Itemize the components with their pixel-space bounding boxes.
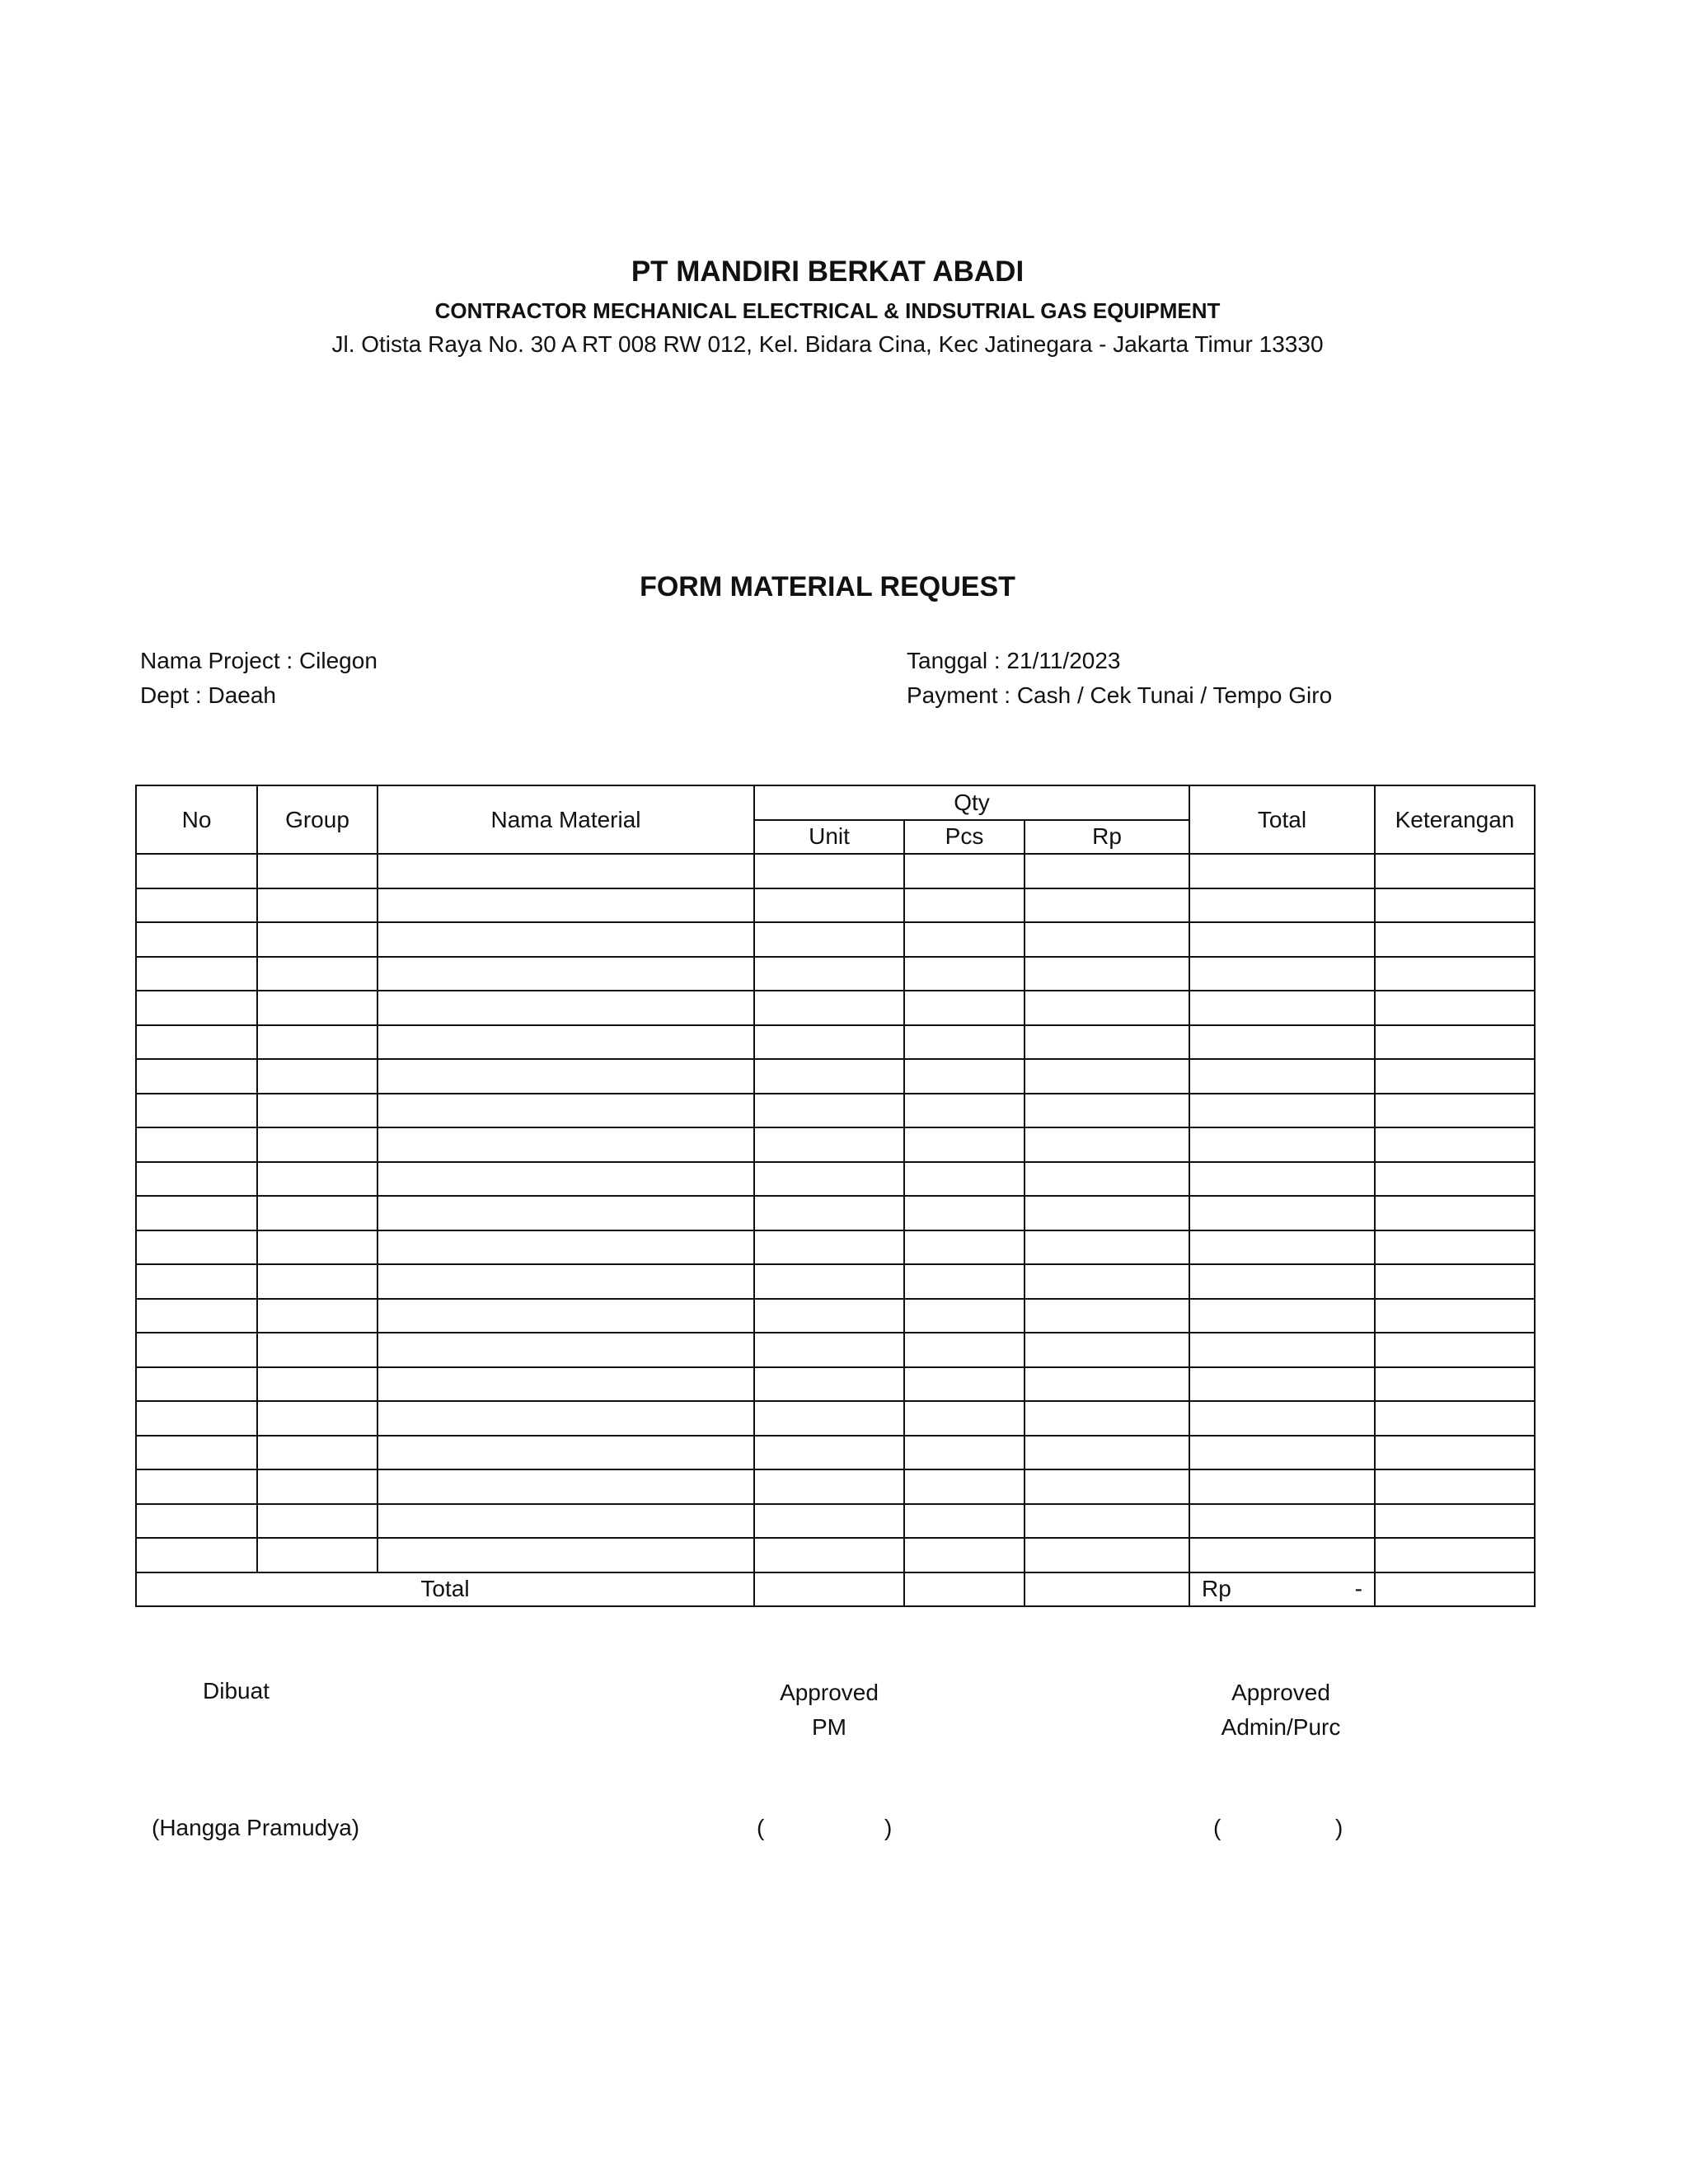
pcs-cell[interactable] xyxy=(904,1436,1025,1470)
group-cell[interactable] xyxy=(257,1264,377,1299)
group-cell[interactable] xyxy=(257,888,377,923)
rp-cell[interactable] xyxy=(1025,1504,1189,1539)
grand-total-amount: - xyxy=(1354,1576,1362,1602)
keterangan-cell[interactable] xyxy=(1375,1025,1535,1060)
no-cell[interactable] xyxy=(136,1025,257,1060)
table-row xyxy=(136,1196,1535,1230)
group-cell[interactable] xyxy=(257,1436,377,1470)
no-cell[interactable] xyxy=(136,1162,257,1197)
pm-approved-label: Approved xyxy=(780,1680,879,1705)
total-cell[interactable] xyxy=(1189,1469,1375,1504)
rp-cell[interactable] xyxy=(1025,1333,1189,1367)
unit-cell[interactable] xyxy=(754,1094,904,1128)
grand-total-currency: Rp xyxy=(1202,1576,1231,1602)
header-unit: Unit xyxy=(754,820,904,855)
grand-total-cell[interactable] xyxy=(1189,1572,1375,1607)
nama-material-cell[interactable] xyxy=(377,1401,754,1436)
group-cell[interactable] xyxy=(257,991,377,1025)
unit-cell[interactable] xyxy=(754,1469,904,1504)
no-cell[interactable] xyxy=(136,854,257,888)
table-row xyxy=(136,1504,1535,1539)
no-cell[interactable] xyxy=(136,1127,257,1162)
material-request-table xyxy=(135,785,1536,1607)
rp-cell[interactable] xyxy=(1025,1264,1189,1299)
total-cell[interactable] xyxy=(1189,854,1375,888)
admin-signature-close-paren: ) xyxy=(1335,1815,1343,1840)
rp-cell[interactable] xyxy=(1025,1436,1189,1470)
nama-material-cell[interactable] xyxy=(377,991,754,1025)
pcs-cell[interactable] xyxy=(904,1367,1025,1402)
unit-cell[interactable] xyxy=(754,1264,904,1299)
no-cell[interactable] xyxy=(136,1264,257,1299)
unit-cell[interactable] xyxy=(754,991,904,1025)
rp-cell[interactable] xyxy=(1025,854,1189,888)
pcs-cell[interactable] xyxy=(904,1127,1025,1162)
table-row xyxy=(136,1162,1535,1197)
header-nama-material: Nama Material xyxy=(377,785,754,854)
total-cell[interactable] xyxy=(1189,1264,1375,1299)
nama-material-cell[interactable] xyxy=(377,888,754,923)
nama-material-cell[interactable] xyxy=(377,1025,754,1060)
keterangan-cell[interactable] xyxy=(1375,1059,1535,1094)
rp-cell[interactable] xyxy=(1025,957,1189,991)
project-field: Nama Project : Cilegon xyxy=(140,648,377,673)
pcs-cell[interactable] xyxy=(904,1196,1025,1230)
form-title: FORM MATERIAL REQUEST xyxy=(640,571,1015,602)
group-cell[interactable] xyxy=(257,1127,377,1162)
keterangan-cell[interactable] xyxy=(1375,888,1535,923)
unit-cell[interactable] xyxy=(754,1401,904,1436)
pcs-cell[interactable] xyxy=(904,1333,1025,1367)
table-row xyxy=(136,922,1535,957)
group-cell[interactable] xyxy=(257,1538,377,1572)
rp-cell[interactable] xyxy=(1025,1401,1189,1436)
pcs-cell[interactable] xyxy=(904,922,1025,957)
pm-title: PM xyxy=(812,1714,846,1740)
table-row xyxy=(136,991,1535,1025)
company-tagline: CONTRACTOR MECHANICAL ELECTRICAL & INDSUTRIAL GAS EQUIPMENT xyxy=(434,298,1221,323)
rp-cell[interactable] xyxy=(1025,991,1189,1025)
nama-material-cell[interactable] xyxy=(377,1367,754,1402)
total-pcs-cell[interactable] xyxy=(904,1572,1025,1607)
no-cell[interactable] xyxy=(136,957,257,991)
total-cell[interactable] xyxy=(1189,957,1375,991)
unit-cell[interactable] xyxy=(754,922,904,957)
nama-material-cell[interactable] xyxy=(377,1264,754,1299)
header-pcs: Pcs xyxy=(904,820,1025,855)
no-cell[interactable] xyxy=(136,1504,257,1539)
table-row xyxy=(136,1401,1535,1436)
no-cell[interactable] xyxy=(136,1333,257,1367)
rp-cell[interactable] xyxy=(1025,1127,1189,1162)
rp-cell[interactable] xyxy=(1025,1469,1189,1504)
keterangan-cell[interactable] xyxy=(1375,922,1535,957)
table-total-row xyxy=(136,1572,1535,1607)
header-total: Total xyxy=(1189,785,1375,854)
keterangan-cell[interactable] xyxy=(1375,1469,1535,1504)
unit-cell[interactable] xyxy=(754,1127,904,1162)
dibuat-label: Dibuat xyxy=(203,1678,270,1704)
group-cell[interactable] xyxy=(257,1367,377,1402)
group-cell[interactable] xyxy=(257,957,377,991)
total-cell[interactable] xyxy=(1189,1127,1375,1162)
rp-cell[interactable] xyxy=(1025,1367,1189,1402)
nama-material-cell[interactable] xyxy=(377,854,754,888)
total-cell[interactable] xyxy=(1189,922,1375,957)
group-cell[interactable] xyxy=(257,1094,377,1128)
header-no: No xyxy=(136,785,257,854)
rp-cell[interactable] xyxy=(1025,1059,1189,1094)
total-cell[interactable] xyxy=(1189,1401,1375,1436)
group-cell[interactable] xyxy=(257,1504,377,1539)
table-row xyxy=(136,957,1535,991)
group-cell[interactable] xyxy=(257,1025,377,1060)
total-cell[interactable] xyxy=(1189,1538,1375,1572)
no-cell[interactable] xyxy=(136,1094,257,1128)
nama-material-cell[interactable] xyxy=(377,1094,754,1128)
rp-cell[interactable] xyxy=(1025,1162,1189,1197)
total-cell[interactable] xyxy=(1189,1162,1375,1197)
unit-cell[interactable] xyxy=(754,1504,904,1539)
keterangan-cell[interactable] xyxy=(1375,991,1535,1025)
keterangan-cell[interactable] xyxy=(1375,1436,1535,1470)
keterangan-cell[interactable] xyxy=(1375,1162,1535,1197)
table-row xyxy=(136,1059,1535,1094)
nama-material-cell[interactable] xyxy=(377,1299,754,1333)
no-cell[interactable] xyxy=(136,1469,257,1504)
table-row xyxy=(136,1264,1535,1299)
nama-material-cell[interactable] xyxy=(377,1127,754,1162)
pcs-cell[interactable] xyxy=(904,1504,1025,1539)
nama-material-cell[interactable] xyxy=(377,1538,754,1572)
pcs-cell[interactable] xyxy=(904,991,1025,1025)
unit-cell[interactable] xyxy=(754,1538,904,1572)
unit-cell[interactable] xyxy=(754,957,904,991)
total-cell[interactable] xyxy=(1189,888,1375,923)
date-field: Tanggal : 21/11/2023 xyxy=(907,648,1121,673)
no-cell[interactable] xyxy=(136,1230,257,1265)
nama-material-cell[interactable] xyxy=(377,922,754,957)
table-row xyxy=(136,1127,1535,1162)
total-cell[interactable] xyxy=(1189,1025,1375,1060)
rp-cell[interactable] xyxy=(1025,1094,1189,1128)
rp-cell[interactable] xyxy=(1025,1230,1189,1265)
rp-cell[interactable] xyxy=(1025,1025,1189,1060)
pm-signature-close-paren: ) xyxy=(884,1815,893,1840)
no-cell[interactable] xyxy=(136,1436,257,1470)
nama-material-cell[interactable] xyxy=(377,1469,754,1504)
table-row xyxy=(136,1469,1535,1504)
total-cell[interactable] xyxy=(1189,1230,1375,1265)
total-cell[interactable] xyxy=(1189,1367,1375,1402)
nama-material-cell[interactable] xyxy=(377,957,754,991)
pcs-cell[interactable] xyxy=(904,1059,1025,1094)
unit-cell[interactable] xyxy=(754,1436,904,1470)
total-cell[interactable] xyxy=(1189,1196,1375,1230)
keterangan-cell[interactable] xyxy=(1375,957,1535,991)
group-cell[interactable] xyxy=(257,1162,377,1197)
total-cell[interactable] xyxy=(1189,1504,1375,1539)
rp-cell[interactable] xyxy=(1025,1538,1189,1572)
pcs-cell[interactable] xyxy=(904,1264,1025,1299)
unit-cell[interactable] xyxy=(754,1299,904,1333)
payment-field: Payment : Cash / Cek Tunai / Tempo Giro xyxy=(907,682,1333,708)
total-cell[interactable] xyxy=(1189,991,1375,1025)
total-cell[interactable] xyxy=(1189,1333,1375,1367)
group-cell[interactable] xyxy=(257,1401,377,1436)
header-keterangan: Keterangan xyxy=(1375,785,1535,854)
table-row xyxy=(136,854,1535,888)
nama-material-cell[interactable] xyxy=(377,1230,754,1265)
no-cell[interactable] xyxy=(136,1538,257,1572)
nama-material-cell[interactable] xyxy=(377,1333,754,1367)
unit-cell[interactable] xyxy=(754,1059,904,1094)
total-cell[interactable] xyxy=(1189,1094,1375,1128)
table-row xyxy=(136,1230,1535,1265)
no-cell[interactable] xyxy=(136,922,257,957)
unit-cell[interactable] xyxy=(754,888,904,923)
unit-cell[interactable] xyxy=(754,1230,904,1265)
table-row xyxy=(136,1299,1535,1333)
dibuat-signatory-name: (Hangga Pramudya) xyxy=(152,1815,360,1840)
pcs-cell[interactable] xyxy=(904,957,1025,991)
no-cell[interactable] xyxy=(136,1196,257,1230)
total-cell[interactable] xyxy=(1189,1299,1375,1333)
group-cell[interactable] xyxy=(257,922,377,957)
no-cell[interactable] xyxy=(136,1401,257,1436)
keterangan-cell[interactable] xyxy=(1375,1333,1535,1367)
keterangan-cell[interactable] xyxy=(1375,1299,1535,1333)
keterangan-cell[interactable] xyxy=(1375,1196,1535,1230)
total-cell[interactable] xyxy=(1189,1059,1375,1094)
rp-cell[interactable] xyxy=(1025,922,1189,957)
keterangan-cell[interactable] xyxy=(1375,1230,1535,1265)
rp-cell[interactable] xyxy=(1025,1196,1189,1230)
nama-material-cell[interactable] xyxy=(377,1504,754,1539)
group-cell[interactable] xyxy=(257,1059,377,1094)
keterangan-cell[interactable] xyxy=(1375,1264,1535,1299)
nama-material-cell[interactable] xyxy=(377,1162,754,1197)
dept-field: Dept : Daeah xyxy=(140,682,276,708)
no-cell[interactable] xyxy=(136,991,257,1025)
unit-cell[interactable] xyxy=(754,1367,904,1402)
pcs-cell[interactable] xyxy=(904,1162,1025,1197)
keterangan-cell[interactable] xyxy=(1375,1127,1535,1162)
table-row xyxy=(136,1025,1535,1060)
nama-material-cell[interactable] xyxy=(377,1196,754,1230)
total-unit-cell[interactable] xyxy=(754,1572,904,1607)
nama-material-cell[interactable] xyxy=(377,1436,754,1470)
keterangan-cell[interactable] xyxy=(1375,1094,1535,1128)
table-row xyxy=(136,1333,1535,1367)
group-cell[interactable] xyxy=(257,1333,377,1367)
admin-title: Admin/Purc xyxy=(1221,1714,1341,1740)
group-cell[interactable] xyxy=(257,1230,377,1265)
unit-cell[interactable] xyxy=(754,1025,904,1060)
keterangan-cell[interactable] xyxy=(1375,1367,1535,1402)
total-keterangan-cell[interactable] xyxy=(1375,1572,1535,1607)
no-cell[interactable] xyxy=(136,1059,257,1094)
unit-cell[interactable] xyxy=(754,1333,904,1367)
pcs-cell[interactable] xyxy=(904,888,1025,923)
admin-signature-open-paren: ( xyxy=(1213,1815,1221,1840)
table-row xyxy=(136,1094,1535,1128)
keterangan-cell[interactable] xyxy=(1375,854,1535,888)
rp-cell[interactable] xyxy=(1025,888,1189,923)
unit-cell[interactable] xyxy=(754,1162,904,1197)
total-cell[interactable] xyxy=(1189,1436,1375,1470)
no-cell[interactable] xyxy=(136,1367,257,1402)
no-cell[interactable] xyxy=(136,888,257,923)
pcs-cell[interactable] xyxy=(904,1230,1025,1265)
pcs-cell[interactable] xyxy=(904,854,1025,888)
table-row xyxy=(136,1538,1535,1572)
nama-material-cell[interactable] xyxy=(377,1059,754,1094)
header-qty: Qty xyxy=(754,785,1189,820)
admin-approved-label: Approved xyxy=(1231,1680,1330,1705)
pcs-cell[interactable] xyxy=(904,1299,1025,1333)
pcs-cell[interactable] xyxy=(904,1094,1025,1128)
no-cell[interactable] xyxy=(136,1299,257,1333)
total-rp-cell[interactable] xyxy=(1025,1572,1189,1607)
total-label: Total xyxy=(136,1572,754,1607)
group-cell[interactable] xyxy=(257,1299,377,1333)
keterangan-cell[interactable] xyxy=(1375,1504,1535,1539)
group-cell[interactable] xyxy=(257,854,377,888)
pcs-cell[interactable] xyxy=(904,1538,1025,1572)
unit-cell[interactable] xyxy=(754,1196,904,1230)
company-name: PT MANDIRI BERKAT ABADI xyxy=(631,255,1025,288)
group-cell[interactable] xyxy=(257,1196,377,1230)
pcs-cell[interactable] xyxy=(904,1469,1025,1504)
pcs-cell[interactable] xyxy=(904,1401,1025,1436)
company-address: Jl. Otista Raya No. 30 A RT 008 RW 012, Kel. Bidara Cina, Kec Jatinegara - Jakarta Timur 13330 xyxy=(331,331,1324,357)
pcs-cell[interactable] xyxy=(904,1025,1025,1060)
group-cell[interactable] xyxy=(257,1469,377,1504)
rp-cell[interactable] xyxy=(1025,1299,1189,1333)
header-rp: Rp xyxy=(1025,820,1189,855)
table-row xyxy=(136,888,1535,923)
keterangan-cell[interactable] xyxy=(1375,1401,1535,1436)
table-row xyxy=(136,1367,1535,1402)
keterangan-cell[interactable] xyxy=(1375,1538,1535,1572)
table-row xyxy=(136,1436,1535,1470)
table-body xyxy=(136,854,1535,1572)
unit-cell[interactable] xyxy=(754,854,904,888)
header-group: Group xyxy=(257,785,377,854)
pm-signature-open-paren: ( xyxy=(757,1815,765,1840)
